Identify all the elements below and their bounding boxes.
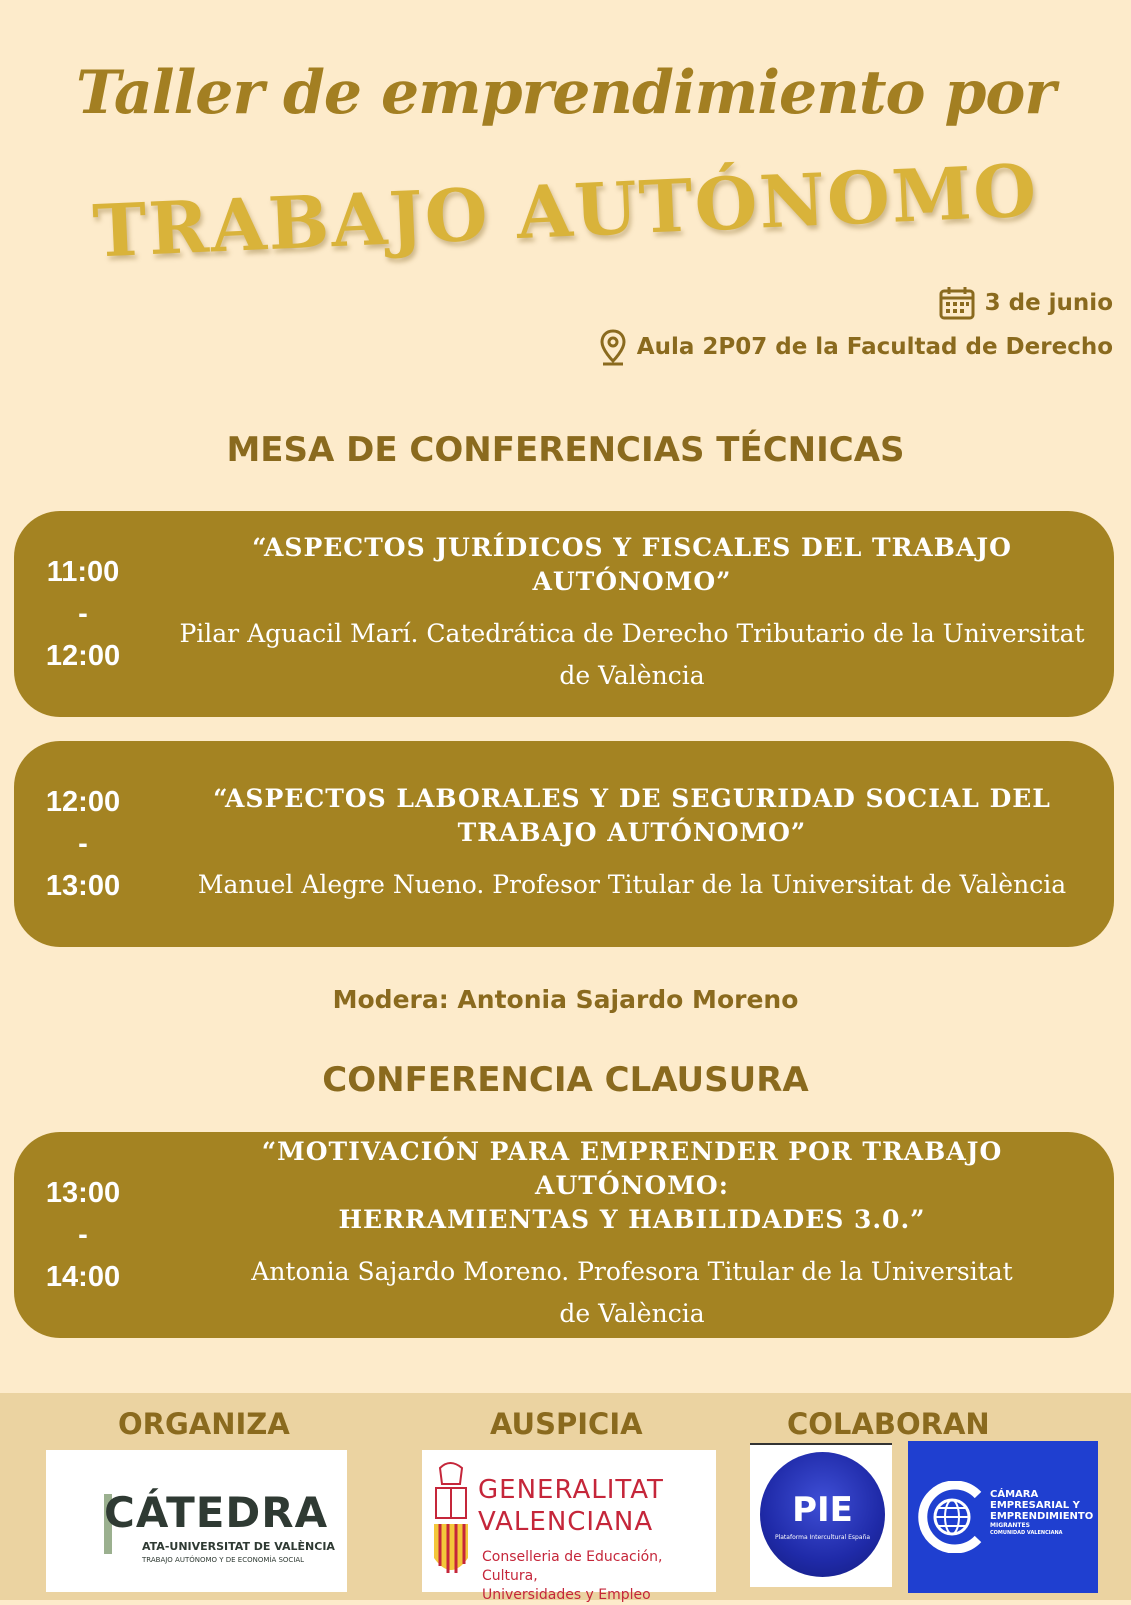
session-speaker-line: de València — [559, 661, 705, 690]
session-content — [164, 741, 1100, 947]
session-card — [14, 511, 1114, 717]
generalitat-logo-line: GENERALITAT — [478, 1475, 664, 1505]
footer-label-auspicia: AUSPICIA — [490, 1407, 643, 1441]
event-title-main: TRABAJO AUTÓNOMO — [91, 147, 1040, 274]
camara-logo-line: MIGRANTES — [990, 1522, 1030, 1529]
catedra-logo — [46, 1450, 347, 1592]
session-talk-line: “ASPECTOS LABORALES Y DE SEGURIDAD SOCIAL DEL — [213, 784, 1051, 813]
generalitat-logo-line: VALENCIANA — [478, 1507, 654, 1537]
globe-icon — [916, 1481, 988, 1553]
generalitat-logo-subline: Conselleria de Educación, Cultura, — [482, 1549, 663, 1584]
event-date-text: 3 de junio — [984, 290, 1113, 316]
session-card — [14, 1132, 1114, 1338]
session-start-time: 13:00 — [45, 1177, 121, 1209]
calendar-icon — [939, 286, 975, 320]
session-speaker-line: de València — [559, 1299, 705, 1328]
footer-sponsors — [0, 1393, 1131, 1603]
footer-label-colaboran: COLABORAN — [787, 1407, 990, 1441]
section-title-closing: CONFERENCIA CLAUSURA — [322, 1060, 809, 1100]
generalitat-logo-title — [478, 1474, 664, 1538]
camara-logo-line: EMPRENDIMIENTO — [990, 1511, 1094, 1522]
session-time-separator: - — [78, 1219, 88, 1251]
session-speaker-line: Manuel Alegre Nueno. Profesor Titular de la Universitat de València — [197, 870, 1067, 899]
camara-logo — [908, 1441, 1098, 1593]
camara-logo-line: COMUNIDAD VALENCIANA — [990, 1530, 1063, 1536]
location-pin-icon — [599, 328, 627, 366]
footer-label-organiza: ORGANIZA — [118, 1407, 290, 1441]
pie-logo-subtitle: Plataforma Intercultural España — [774, 1534, 871, 1541]
camara-logo-line: CÁMARA — [990, 1489, 1039, 1500]
section-title-technical: MESA DE CONFERENCIAS TÉCNICAS — [226, 430, 905, 470]
pie-logo — [750, 1443, 892, 1587]
session-start-time: 11:00 — [46, 556, 120, 588]
session-speaker — [251, 1251, 1012, 1335]
session-content — [164, 1132, 1100, 1338]
session-talk-line: “MOTIVACIÓN PARA EMPRENDER POR TRABAJO AUTÓNOMO: — [261, 1137, 1003, 1200]
session-speaker-line: Antonia Sajardo Moreno. Profesora Titular de la Universitat — [251, 1257, 1013, 1286]
pie-logo-word: PIE — [792, 1490, 853, 1530]
session-talk-title — [213, 782, 1051, 850]
event-location — [599, 328, 1113, 366]
session-talk-title — [164, 1135, 1100, 1237]
session-time-separator: - — [78, 598, 88, 630]
catedra-logo-line: ATA-UNIVERSITAT DE VALÈNCIA — [142, 1540, 335, 1553]
session-end-time: 14:00 — [45, 1261, 121, 1293]
generalitat-logo-subline: Universidades y Empleo — [482, 1587, 651, 1603]
session-end-time: 12:00 — [45, 640, 121, 672]
session-content — [164, 511, 1100, 717]
generalitat-logo — [422, 1450, 716, 1603]
session-card — [14, 741, 1114, 947]
session-times — [28, 511, 138, 717]
session-speaker-line: Pilar Aguacil Marí. Catedrática de Derecho Tributario de la Universitat — [179, 619, 1085, 648]
generalitat-logo-subtitle — [482, 1548, 716, 1605]
session-speaker — [179, 613, 1084, 697]
generalitat-crest-icon — [430, 1458, 472, 1586]
catedra-logo-word: CÁTEDRA — [104, 1488, 329, 1537]
pie-logo-circle — [760, 1452, 885, 1577]
event-date — [939, 286, 1113, 320]
session-talk-line: TRABAJO AUTÓNOMO” — [457, 818, 807, 847]
session-talk-title: “ASPECTOS JURÍDICOS Y FISCALES DEL TRABAJO AUTÓNOMO” — [252, 533, 1012, 596]
session-speaker — [198, 864, 1066, 906]
pie-logo-rule — [750, 1443, 892, 1445]
event-location-text: Aula 2P07 de la Facultad de Derecho — [636, 334, 1113, 360]
session-times — [28, 1132, 138, 1338]
event-title-script: Taller de emprendimiento por — [75, 58, 1056, 128]
session-end-time: 13:00 — [45, 870, 121, 902]
session-start-time: 12:00 — [45, 786, 121, 818]
session-time-separator: - — [78, 828, 88, 860]
moderator: Modera: Antonia Sajardo Moreno — [332, 985, 799, 1014]
catedra-logo-line: TRABAJO AUTÓNOMO Y DE ECONOMÍA SOCIAL — [142, 1556, 305, 1564]
session-times — [28, 741, 138, 947]
camara-logo-text — [990, 1489, 1093, 1537]
session-talk-line: HERRAMIENTAS Y HABILIDADES 3.0.” — [338, 1205, 926, 1234]
camara-logo-line: EMPRESARIAL Y — [990, 1500, 1080, 1511]
